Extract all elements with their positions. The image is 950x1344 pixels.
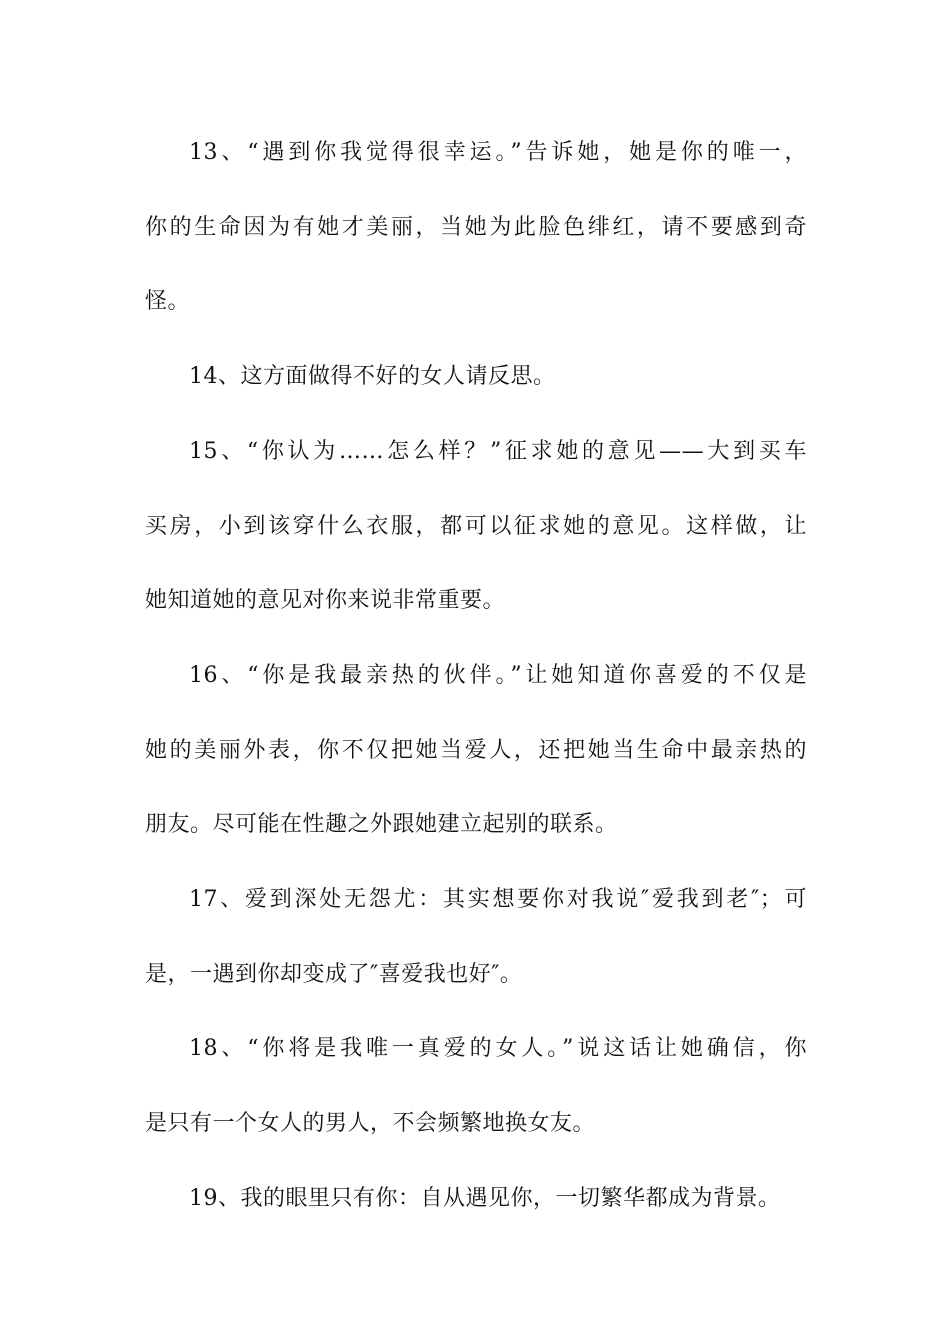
text-line: 朋友。尽可能在性趣之外跟她建立起别的联系。 (145, 812, 618, 838)
text-line: 14、这方面做得不好的女人请反思。 (189, 364, 556, 390)
text-line: 17、爱到深处无怨尤：其实想要你对我说″爱我到老″；可 (189, 887, 807, 913)
text-line: 怪。 (145, 289, 191, 315)
text-line: 是，一遇到你却变成了″喜爱我也好″。 (145, 961, 523, 987)
paragraph (145, 639, 807, 863)
text-line: 你的生命因为有她才美丽，当她为此脸色绯红，请不要感到奇 (145, 214, 807, 240)
text-line: 是只有一个女人的男人，不会频繁地换女友。 (145, 1111, 596, 1137)
text-line: 她的美丽外表，你不仅把她当爱人，还把她当生命中最亲热的 (145, 737, 807, 763)
paragraph (145, 415, 807, 639)
text-line: 19、我的眼里只有你：自从遇见你，一切繁华都成为背景。 (189, 1185, 781, 1211)
paragraph (145, 340, 807, 415)
paragraph (145, 116, 807, 340)
text-line: 她知道她的意见对你来说非常重要。 (145, 588, 506, 614)
text-line: 18、“你将是我唯一真爱的女人。”说这话让她确信，你 (189, 1036, 807, 1062)
paragraph (145, 1162, 807, 1237)
text-line: 买房，小到该穿什么衣服，都可以征求她的意见。这样做，让 (145, 513, 807, 539)
paragraph (145, 1012, 807, 1161)
text-line: 16、“你是我最亲热的伙伴。”让她知道你喜爱的不仅是 (189, 662, 807, 688)
document-body (145, 116, 807, 1237)
text-line: 15、“你认为……怎么样？”征求她的意见——大到买车 (189, 438, 807, 464)
paragraph (145, 863, 807, 1012)
text-line: 13、“遇到你我觉得很幸运。”告诉她，她是你的唯一， (189, 140, 807, 165)
